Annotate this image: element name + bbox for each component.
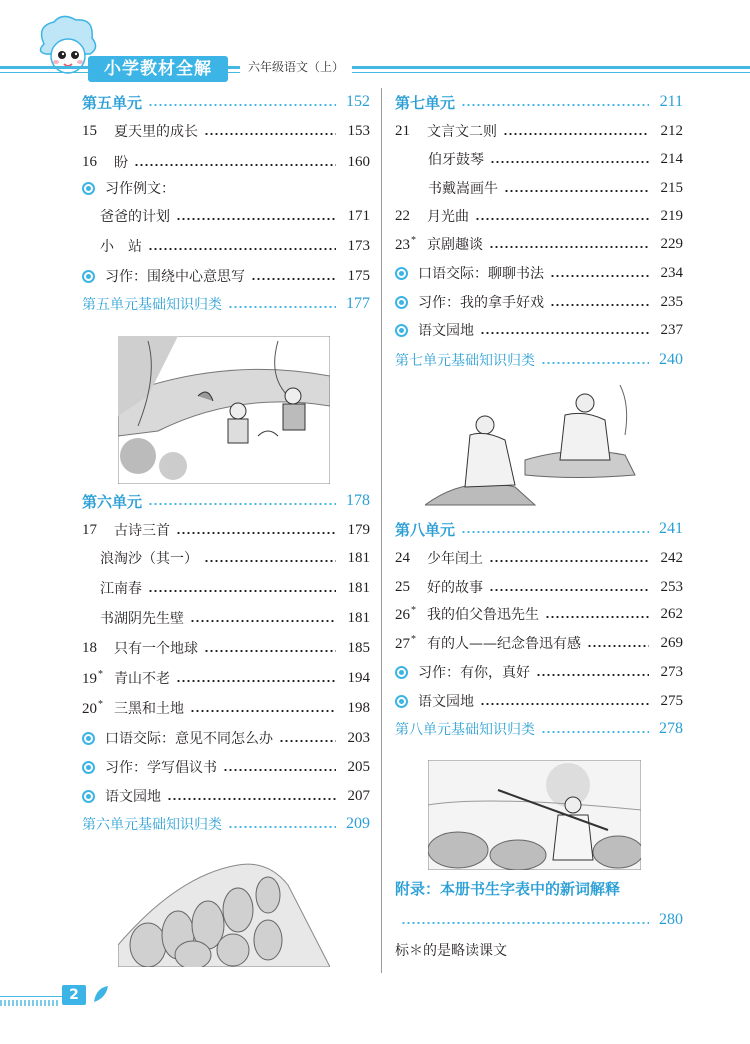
toc-circle-row[interactable] (395, 262, 683, 284)
column-divider (381, 88, 382, 973)
leader-dots (204, 133, 336, 135)
toc-title: 习作：有你，真好 (418, 665, 530, 681)
toc-title: 少年闰土 (427, 551, 483, 567)
skim-reading-mark: * (98, 668, 103, 680)
circle-bullet-icon (395, 296, 408, 309)
toc-lesson-row[interactable] (82, 519, 370, 541)
toc-title: 书戴嵩画牛 (428, 181, 498, 197)
skim-reading-mark: * (98, 698, 103, 710)
toc-sub-row[interactable] (82, 577, 370, 599)
toc-sub-row[interactable] (82, 235, 370, 257)
toc-title: 口语交际：聊聊书法 (418, 266, 544, 282)
toc-title: 习作：学写倡议书 (105, 760, 217, 776)
toc-title: 京剧趣谈 (427, 237, 483, 253)
toc-page-number: 235 (660, 293, 683, 310)
toc-title: 口语交际：意见不同怎么办 (105, 731, 273, 747)
toc-title: 爸爸的计划 (100, 209, 170, 225)
leader-dots (587, 645, 649, 647)
circle-bullet-icon (395, 666, 408, 679)
lesson-number: 18 (82, 639, 97, 656)
toc-title: 第八单元 (395, 520, 456, 539)
toc-title: 盼 (114, 155, 128, 171)
toc-lesson-row[interactable] (395, 632, 683, 654)
lesson-number: 24 (395, 549, 410, 566)
toc-page-number: 173 (347, 237, 370, 254)
circle-bullet-icon (395, 695, 408, 708)
toc-unit-row[interactable] (82, 91, 370, 113)
lesson-number: 21 (395, 122, 410, 139)
toc-title: 月光曲 (427, 209, 469, 225)
appendix-entry[interactable] (395, 877, 683, 899)
leader-dots (545, 616, 649, 618)
toc-page-number: 240 (659, 351, 683, 368)
leader-dots (176, 532, 336, 534)
leader-dots (550, 275, 649, 277)
toc-page-number: 269 (660, 634, 683, 651)
toc-circle-row[interactable] (395, 661, 683, 683)
toc-sum-row[interactable] (395, 718, 683, 740)
toc-lesson-row[interactable] (395, 576, 683, 598)
circle-bullet-icon (82, 790, 95, 803)
lesson-number: 22 (395, 207, 410, 224)
footnote: 标＊的是略读课文 (395, 943, 507, 959)
toc-title: 青山不老 (114, 671, 170, 687)
toc-title: 好的故事 (427, 580, 483, 596)
skim-reading-mark: * (411, 633, 416, 645)
toc-title: 习作：围绕中心意思写 (105, 269, 245, 285)
toc-page-number: 273 (660, 663, 683, 680)
toc-title: 夏天里的成长 (114, 124, 198, 140)
toc-title: 书湖阴先生壁 (100, 611, 184, 627)
toc-title: 第七单元 (395, 93, 456, 112)
toc-page-number: 177 (346, 295, 370, 312)
toc-page-number: 214 (660, 150, 683, 167)
toc-page-number: 178 (346, 492, 370, 509)
leader-dots (251, 278, 336, 280)
toc-title: 习作：我的拿手好戏 (418, 295, 544, 311)
toc-title: 江南春 (100, 581, 142, 597)
toc-sub-row[interactable] (82, 547, 370, 569)
toc-page-number: 253 (660, 578, 683, 595)
toc-page-number: 152 (346, 93, 370, 110)
runtu-harpoon-illustration (428, 760, 641, 870)
toc-lesson-row[interactable] (395, 233, 683, 255)
footer-rule (0, 996, 62, 997)
toc-page-number: 153 (347, 122, 370, 139)
leader-dots (228, 826, 336, 828)
toc-page-number: 215 (660, 179, 683, 196)
toc-title: 习作例文： (105, 181, 175, 197)
toc-title: 第六单元 (82, 492, 143, 511)
leader-dots (480, 332, 649, 334)
lesson-number: 20* (82, 698, 103, 717)
lesson-number: 25 (395, 578, 410, 595)
lesson-number: 16 (82, 153, 97, 170)
toc-page-number: 212 (660, 122, 683, 139)
toc-title: 第五单元基础知识归类 (82, 297, 222, 313)
lesson-number: 23* (395, 234, 416, 253)
circle-bullet-icon (395, 324, 408, 337)
toc-page-number: 181 (347, 549, 370, 566)
leader-dots (204, 650, 336, 652)
leader-dots (401, 922, 649, 924)
scholars-zither-illustration (425, 375, 640, 515)
toc-circle-row[interactable] (82, 756, 370, 778)
toc-title: 文言文二则 (427, 124, 497, 140)
toc-page-number: 175 (347, 267, 370, 284)
leader-dots (228, 306, 336, 308)
circle-bullet-icon (82, 270, 95, 283)
toc-circle-row[interactable] (82, 265, 370, 287)
toc-lesson-row[interactable] (395, 547, 683, 569)
circle-bullet-icon (395, 267, 408, 280)
leader-dots (489, 589, 649, 591)
leader-dots (504, 190, 649, 192)
toc-sub-row[interactable] (82, 205, 370, 227)
toc-title: 我的伯父鲁迅先生 (427, 607, 539, 623)
toc-page-number: 241 (659, 520, 683, 537)
leader-dots (490, 161, 649, 163)
leader-dots (190, 620, 336, 622)
toc-page-number: 278 (659, 720, 683, 737)
lesson-number: 15 (82, 122, 97, 139)
toc-page-number: 181 (347, 579, 370, 596)
toc-page-number: 209 (346, 815, 370, 832)
toc-page-number: 203 (347, 729, 370, 746)
toc-sub-row[interactable] (82, 607, 370, 629)
skim-reading-mark: * (411, 604, 416, 616)
toc-page-number: 205 (347, 758, 370, 775)
leaf-icon (92, 984, 110, 1004)
toc-lesson-row[interactable] (395, 205, 683, 227)
leader-dots (167, 798, 336, 800)
forest-hill-illustration (118, 855, 330, 967)
toc-title: 浪淘沙（其一） (100, 551, 198, 567)
leader-dots (279, 740, 336, 742)
toc-title: 古诗三首 (114, 523, 170, 539)
leader-dots (134, 164, 336, 166)
toc-circle-row[interactable] (82, 177, 370, 199)
toc-sub-row[interactable] (395, 177, 683, 199)
children-garden-illustration (118, 336, 330, 484)
toc-sum-row[interactable] (395, 349, 683, 371)
toc-title: 语文园地 (418, 694, 474, 710)
toc-lesson-row[interactable] (82, 120, 370, 142)
toc-page-number: 242 (660, 549, 683, 566)
circle-bullet-icon (82, 732, 95, 745)
leader-dots (176, 680, 336, 682)
circle-bullet-icon (82, 761, 95, 774)
toc-page-number: 237 (660, 321, 683, 338)
toc-title: 三黑和土地 (114, 701, 184, 717)
leader-dots (541, 731, 649, 733)
leader-dots (461, 104, 649, 106)
toc-lesson-row[interactable] (82, 637, 370, 659)
toc-circle-row[interactable] (395, 319, 683, 341)
appendix-title: 附录：本册书生字表中的新词解释 (395, 879, 621, 898)
toc-page-number: 198 (347, 699, 370, 716)
leader-dots (475, 218, 649, 220)
toc-title: 第五单元 (82, 93, 143, 112)
toc-title: 第七单元基础知识归类 (395, 353, 535, 369)
lesson-number: 17 (82, 521, 97, 538)
leader-dots (190, 710, 336, 712)
toc-unit-row[interactable] (395, 518, 683, 540)
toc-circle-row[interactable] (82, 727, 370, 749)
toc-page-number: 262 (660, 605, 683, 622)
leader-dots (536, 674, 649, 676)
page-number: 2 (62, 985, 86, 1005)
leader-dots (223, 769, 336, 771)
toc-page-number: 194 (347, 669, 370, 686)
leader-dots (148, 590, 336, 592)
leader-dots (480, 703, 649, 705)
toc-page-number: 229 (660, 235, 683, 252)
toc-circle-row[interactable] (395, 690, 683, 712)
appendix-page-row (395, 909, 683, 931)
leader-dots (148, 104, 336, 106)
toc-page-number: 160 (347, 153, 370, 170)
lesson-number: 27* (395, 633, 416, 652)
toc-lesson-row[interactable] (82, 697, 370, 719)
toc-title: 第八单元基础知识归类 (395, 722, 535, 738)
leader-dots (489, 560, 649, 562)
leader-dots (550, 304, 649, 306)
toc-page-number: 171 (347, 207, 370, 224)
toc-title: 有的人——纪念鲁迅有感 (427, 636, 581, 652)
footer-decoration (0, 1000, 60, 1006)
toc-circle-row[interactable] (395, 291, 683, 313)
toc-page-number: 219 (660, 207, 683, 224)
toc-page-number: 185 (347, 639, 370, 656)
toc-title: 只有一个地球 (114, 641, 198, 657)
toc-lesson-row[interactable] (395, 120, 683, 142)
appendix-page: 280 (659, 911, 683, 928)
toc-page-number: 179 (347, 521, 370, 538)
toc-unit-row[interactable] (82, 490, 370, 512)
toc-sum-row[interactable] (82, 293, 370, 315)
toc-page-number: 181 (347, 609, 370, 626)
leader-dots (541, 362, 649, 364)
toc-lesson-row[interactable] (395, 603, 683, 625)
lesson-number: 19* (82, 668, 103, 687)
leader-dots (489, 246, 649, 248)
toc-lesson-row[interactable] (82, 151, 370, 173)
toc-lesson-row[interactable] (82, 667, 370, 689)
skim-reading-mark: * (411, 234, 416, 246)
lesson-number: 26* (395, 604, 416, 623)
toc-title: 语文园地 (105, 789, 161, 805)
toc-page-number: 211 (659, 93, 683, 110)
toc-circle-row[interactable] (82, 785, 370, 807)
leader-dots (204, 560, 336, 562)
leader-dots (148, 503, 336, 505)
leader-dots (503, 133, 649, 135)
toc-sum-row[interactable] (82, 813, 370, 835)
toc-title: 第六单元基础知识归类 (82, 817, 222, 833)
toc-title: 伯牙鼓琴 (428, 152, 484, 168)
leader-dots (148, 248, 336, 250)
leader-dots (176, 218, 336, 220)
leader-dots (461, 531, 649, 533)
circle-bullet-icon (82, 182, 95, 195)
toc-page-number: 207 (347, 787, 370, 804)
toc-page-number: 234 (660, 264, 683, 281)
toc-unit-row[interactable] (395, 91, 683, 113)
toc-sub-row[interactable] (395, 148, 683, 170)
toc-page-number: 275 (660, 692, 683, 709)
book-subtitle: 六年级语文（上） (240, 57, 352, 77)
brand-title: 小学教材全解 (88, 56, 228, 82)
toc-title: 小 站 (100, 239, 142, 255)
toc-title: 语文园地 (418, 323, 474, 339)
